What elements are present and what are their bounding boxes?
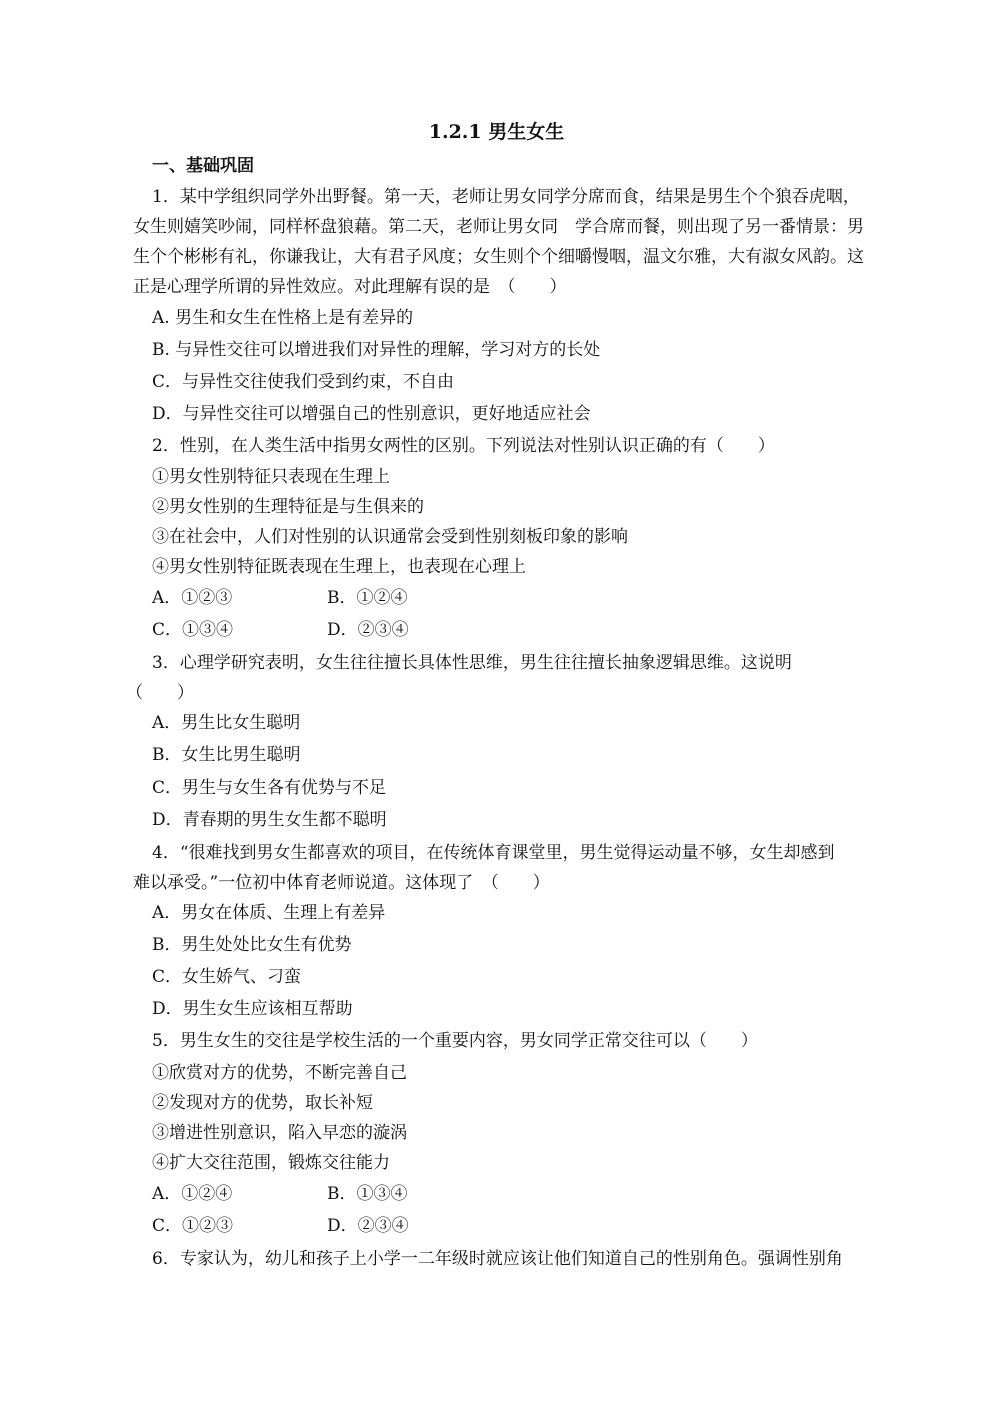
answer-option: D．与异性交往可以增强自己的性别意识，更好地适应社会: [152, 404, 591, 424]
statement-item: ②男女性别的生理特征是与生俱来的: [152, 497, 424, 517]
statement-item: ①欣赏对方的优势，不断完善自己: [152, 1063, 407, 1083]
question-stem-line: 生个个彬彬有礼，你谦我让，大有君子风度；女生则个个细嚼慢咽，温文尔雅，大有淑女风韵。这: [133, 247, 864, 267]
statement-item: ①男女性别特征只表现在生理上: [152, 467, 390, 487]
answer-option: A．①②④: [152, 1184, 233, 1204]
statement-item: ④男女性别特征既表现在生理上，也表现在心理上: [152, 557, 526, 577]
section-heading: 一、基础巩固: [152, 156, 254, 176]
answer-option: B. 与异性交往可以增进我们对异性的理解，学习对方的长处: [152, 340, 601, 360]
answer-option: D．②③④: [327, 1216, 409, 1236]
answer-option: A. 男生和女生在性格上是有差异的: [152, 308, 414, 328]
answer-option: B．男生处处比女生有优势: [152, 935, 352, 955]
question-stem-line: 3．心理学研究表明，女生往往擅长具体性思维，男生往往擅长抽象逻辑思维。这说明: [152, 653, 792, 673]
answer-option: A．①②③: [152, 588, 233, 608]
statement-item: ④扩大交往范围，锻炼交往能力: [152, 1153, 390, 1173]
question-stem-line: （ ）: [126, 683, 194, 703]
answer-option: C．①③④: [152, 620, 234, 640]
statement-item: ②发现对方的优势，取长补短: [152, 1093, 373, 1113]
page-title: 1.2.1 男生女生: [428, 121, 565, 143]
statement-item: ③增进性别意识，陷入早恋的漩涡: [152, 1123, 407, 1143]
answer-option: A．男女在体质、生理上有差异: [152, 903, 386, 923]
answer-option: C．女生娇气、刁蛮: [152, 967, 302, 987]
answer-option: C．男生与女生各有优势与不足: [152, 778, 387, 798]
answer-option: C．与异性交往使我们受到约束，不自由: [152, 372, 455, 392]
statement-item: ③在社会中，人们对性别的认识通常会受到性别刻板印象的影响: [152, 527, 628, 547]
answer-option: C．①②③: [152, 1216, 234, 1236]
answer-option: A．男生比女生聪明: [152, 713, 301, 733]
question-stem-line: 5．男生女生的交往是学校生活的一个重要内容，男女同学正常交往可以（ ）: [152, 1031, 758, 1051]
answer-option: B．女生比男生聪明: [152, 745, 301, 765]
answer-option: B．①③④: [327, 1184, 408, 1204]
question-stem-line: 4．“很难找到男女生都喜欢的项目，在传统体育课堂里，男生觉得运动量不够，女生却感到: [152, 843, 835, 863]
question-stem-line: 难以承受。”一位初中体育老师说道。这体现了 （ ）: [133, 873, 550, 893]
question-stem-line: 正是心理学所谓的异性效应。对此理解有误的是 （ ）: [133, 277, 567, 297]
answer-option: D．青春期的男生女生都不聪明: [152, 810, 387, 830]
question-stem-line: 1．某中学组织同学外出野餐。第一天，老师让男女同学分席而食，结果是男生个个狼吞虎咽，: [152, 187, 860, 207]
answer-option: D．②③④: [327, 620, 409, 640]
question-stem-line: 女生则嬉笑吵闹，同样杯盘狼藉。第二天，老师让男女同 学合席而餐，则出现了另一番情景：男: [133, 217, 864, 237]
question-stem-line: 6．专家认为，幼儿和孩子上小学一二年级时就应该让他们知道自己的性别角色。强调性别角: [152, 1249, 843, 1269]
question-stem-line: 2．性别，在人类生活中指男女两性的区别。下列说法对性别认识正确的有（ ）: [152, 436, 775, 456]
answer-option: D．男生女生应该相互帮助: [152, 999, 353, 1019]
answer-option: B．①②④: [327, 588, 408, 608]
